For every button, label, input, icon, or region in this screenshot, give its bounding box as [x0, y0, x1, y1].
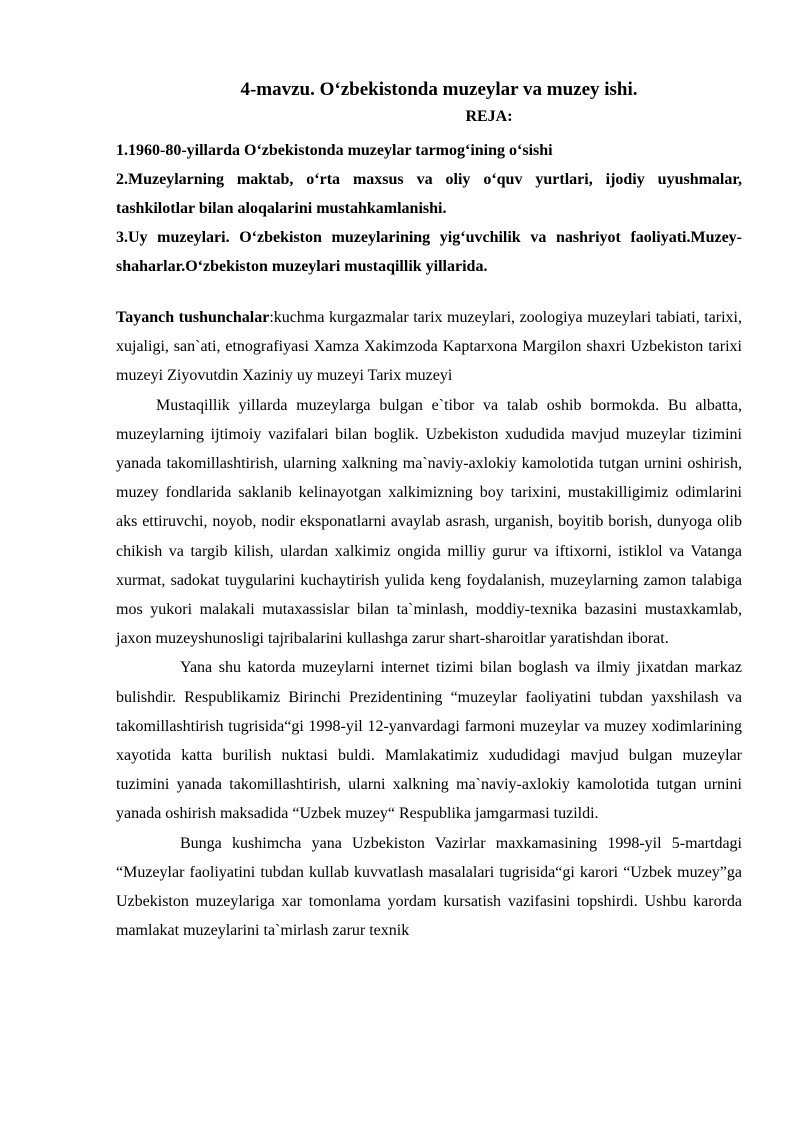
key-concepts-text: :kuchma kurgazmalar tarix muzeylari, zoologiya muzeylari tabiati, tarixi, xujaligi, san`ati, etnografiyasi Xamza Xakimzoda Kaptarxona Margilon shaxri Uzbekiston tarixi muzeyi Ziyovutdin Xaziniy uy muzeyi Tarix muzeyi — [116, 309, 743, 385]
key-concepts — [116, 303, 742, 391]
plan-item-3: 3.Uy muzeylari. O‘zbekiston muzeylarining yig‘uvchilik va nashriyot faoliyati.Muzey-shaharlar.O‘zbekiston muzeylari mustaqillik yillarida. — [116, 229, 742, 275]
paragraph-3: Bunga kushimcha yana Uzbekiston Vazirlar maxkamasining 1998-yil 5-martdagi “Muzeylar faoliyatini tubdan kullab kuvvatlash masalalari tugrisida“gi karori “Uzbek muzey”ga Uzbekiston muzeylariga xar tomonlama yordam kursatish vazifasini topshirdi. Ushbu karorda mamlakat muzeylarini ta`mirlash zarur texnik — [116, 834, 742, 940]
key-concepts-label: Tayanch tushunchalar — [116, 309, 270, 326]
document-page — [116, 78, 742, 945]
document-title: 4-mavzu. O‘zbekistonda muzeylar va muzey ishi. — [240, 79, 638, 100]
paragraph-1: Mustaqillik yillarda muzeylarga bulgan e`tibor va talab oshib bormokda. Bu albatta, muzeylarning ijtimoiy vazifalari bilan boglik. Uzbekiston xududida mavjud muzeylar tizimini yanada takomillashtirish, ularning xalkning ma`naviy-axlokiy kamolotida tutgan urnini oshirish, muzey fondlarida saklanib kelinayotgan xalkimizning boy tarixini, mustakilligimiz odimlarini aks ettiruvchi, noyob, nodir eksponatlarni avaylab asrash, urganish, boyitib borish, dunyoga olib chikish va targib kilish, ulardan xalkimiz ongida milliy gurur va iftixorni, istiklol va Vatanga xurmat, sadokat tuygularini kuchaytirish yulida keng foydalanish, muzeylarning zamon talabiga mos yukori malakali mutaxassislar bilan ta`minlash, moddiy-texnika bazasini mustaxkamlab, jaxon muzeyshunosligi tajribalarini kullashga zarur shart-sharoitlar yaratishdan iborat. — [116, 396, 742, 648]
plan-item-2: 2.Muzeylarning maktab, o‘rta maxsus va oliy o‘quv yurtlari, ijodiy uyushmalar, tashkilotlar bilan aloqalarini mustahkamlanishi. — [116, 171, 742, 217]
plan-item-1: 1.1960-80-yillarda O‘zbekistonda muzeylar tarmog‘ining o‘sishi — [116, 142, 553, 159]
paragraph-2: Yana shu katorda muzeylarni internet tizimi bilan boglash va ilmiy jixatdan markaz bulishdir. Respublikamiz Birinchi Prezidentining “muzeylar faoliyatini tubdan yaxshilash va takomillashtirish tugrisida“gi 1998-yil 12-yanvardagi farmoni muzeylar va muzey xodimlarining xayotida katta burilish nuktasi buldi. Mamlakatimiz xududidagi mavjud bulgan muzeylar tuzimini yanada takomillashtirish, ularni xalkning ma`naviy-axlokiy kamolotida tutgan urnini yanada oshirish maksadida “Uzbek muzey“ Respublika jamgarmasi tuzildi. — [116, 659, 742, 823]
plan-heading: REJA: — [465, 108, 513, 125]
section-spacer — [116, 281, 742, 303]
